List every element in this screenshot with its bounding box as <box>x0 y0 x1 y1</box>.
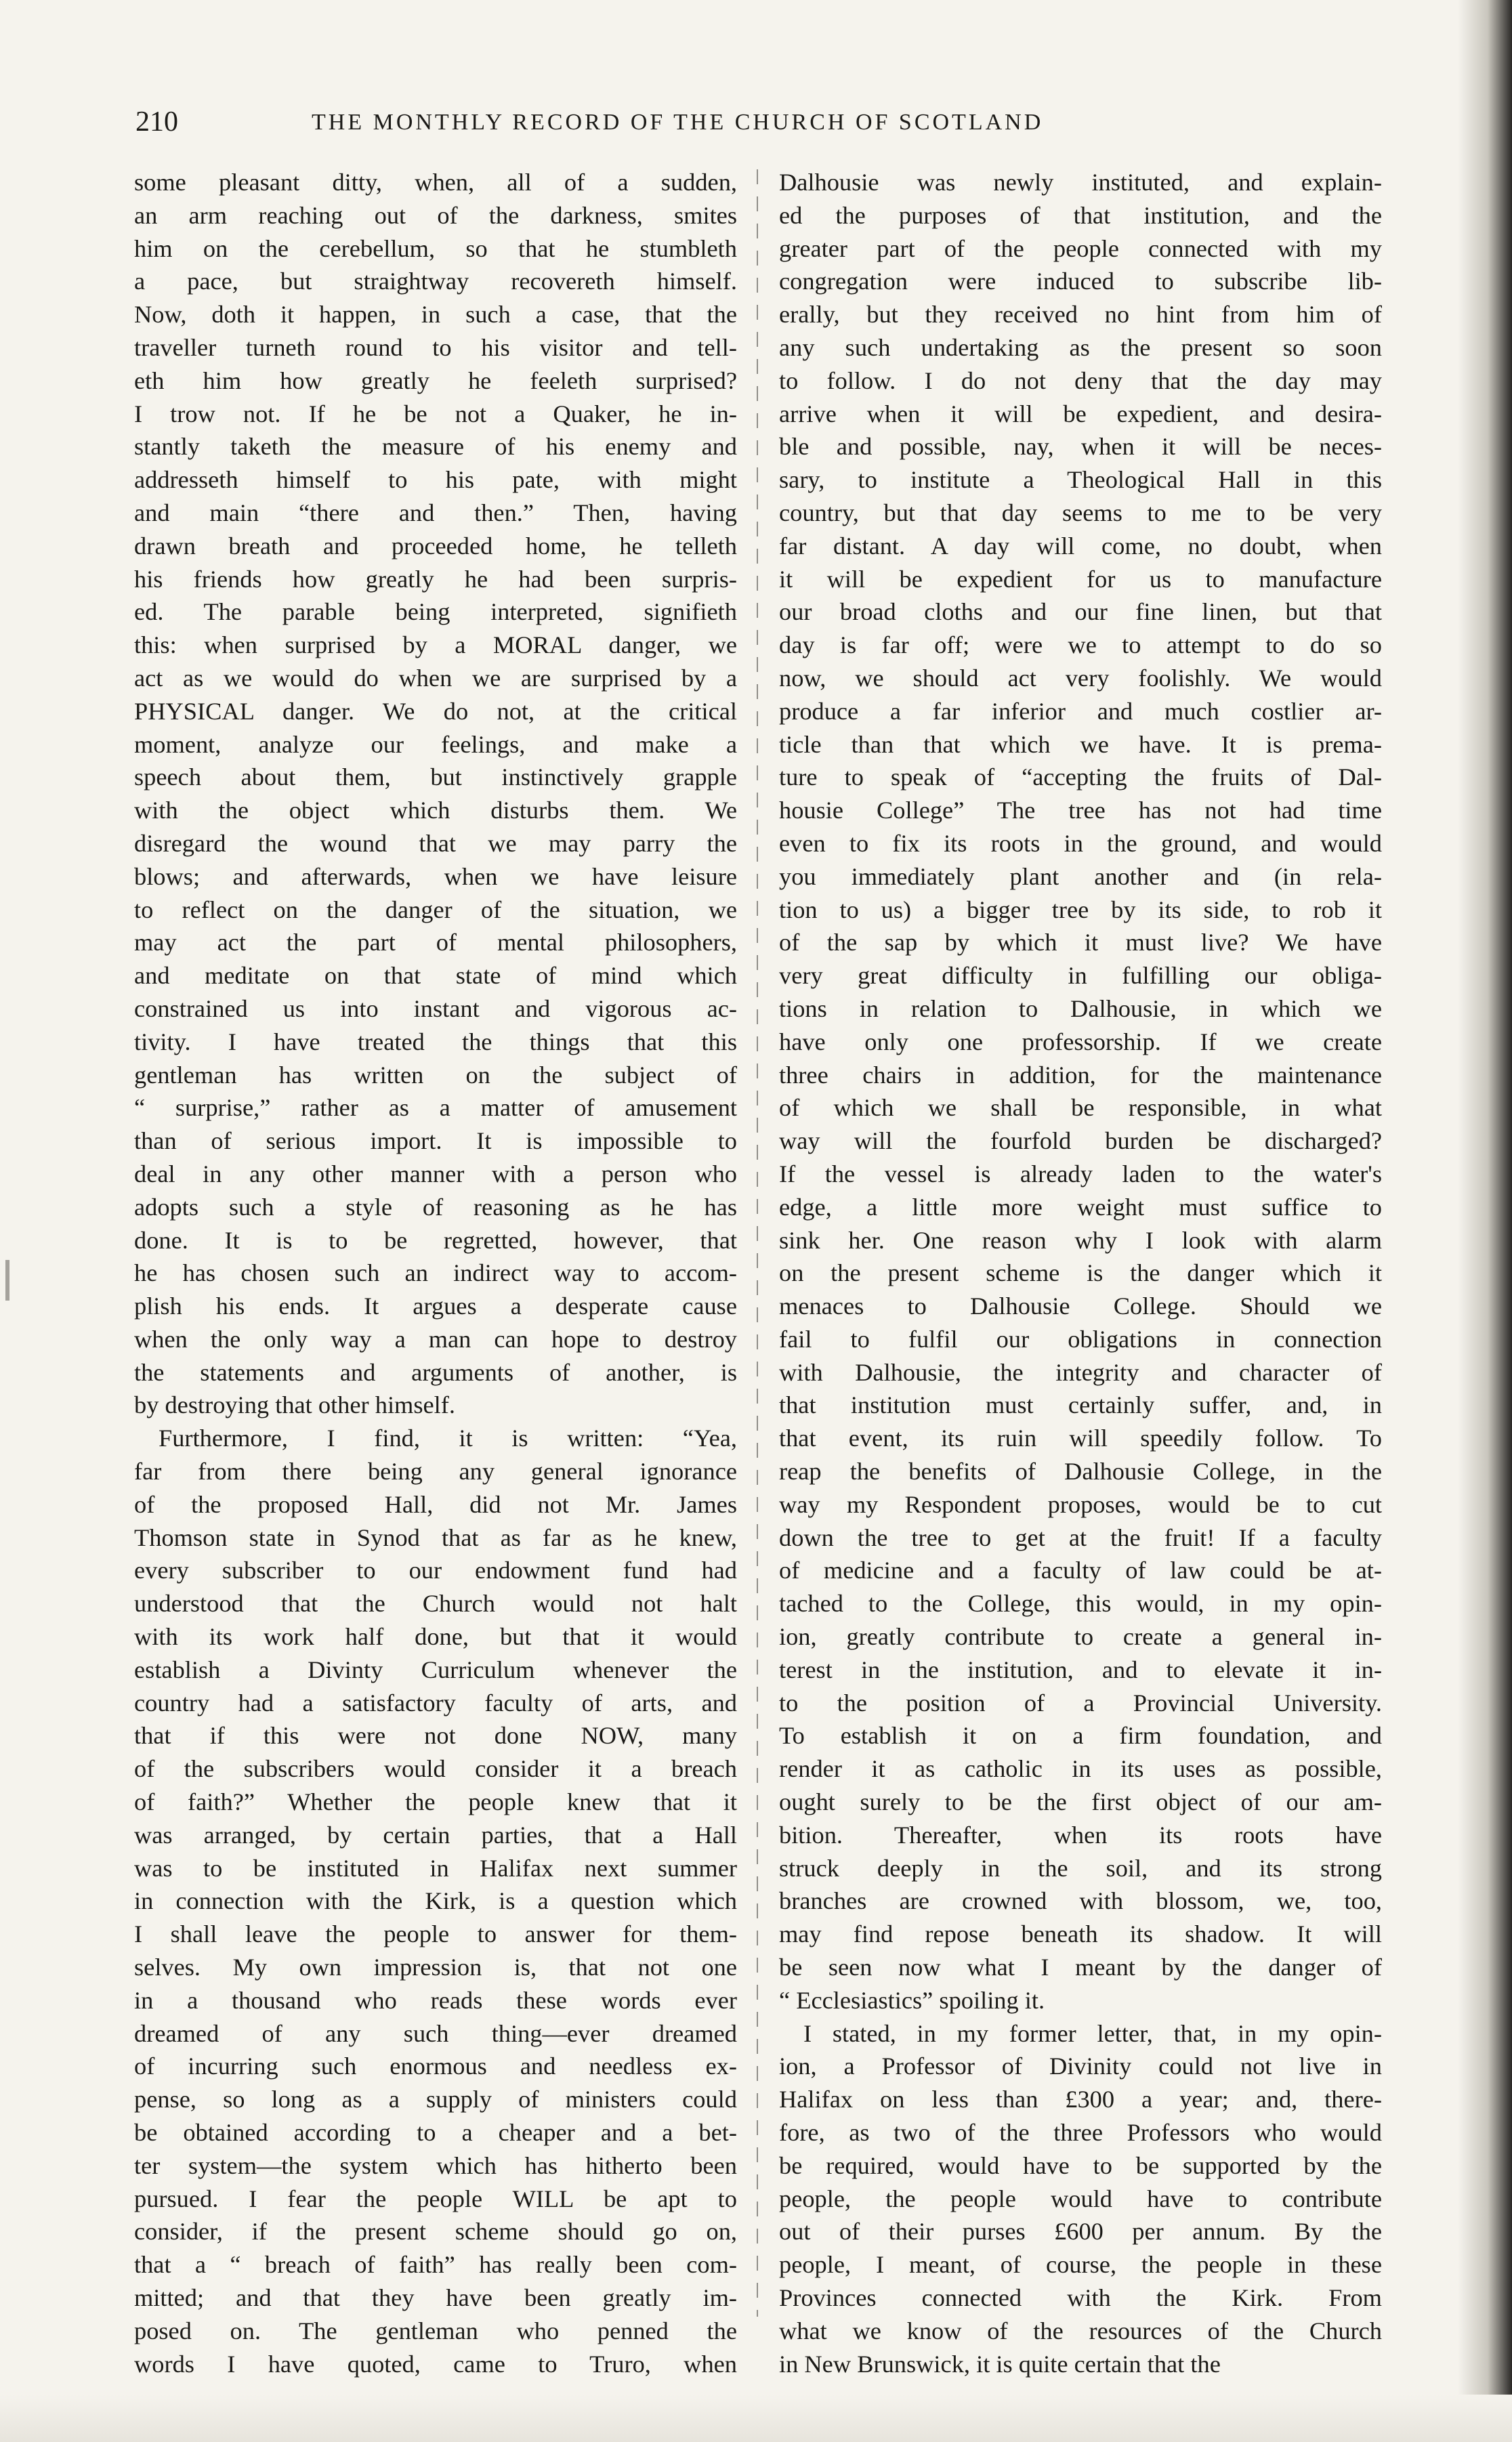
text-line: and main “there and then.” Then, having <box>134 499 737 526</box>
text-line: reap the benefits of Dalhousie College, in the <box>779 1458 1382 1486</box>
text-line: way will the fourfold burden be discharged? <box>779 1127 1382 1155</box>
text-line: and meditate on that state of mind which <box>134 962 737 990</box>
text-line: far distant. A day will come, no doubt, when <box>779 532 1382 560</box>
text-line: he has chosen such an indirect way to accom- <box>134 1259 737 1287</box>
page-bottom-margin <box>0 2395 1512 2442</box>
text-line: ed. The parable being interpreted, signifieth <box>134 598 737 626</box>
text-line: be obtained according to a cheaper and a bet- <box>134 2119 737 2147</box>
text-line: ought surely to be the first object of our am- <box>779 1788 1382 1816</box>
text-line: in a thousand who reads these words ever <box>134 1986 737 2014</box>
right-column <box>779 166 1382 2378</box>
text-line: of which we shall be responsible, in what <box>779 1094 1382 1122</box>
text-line: country, but that day seems to me to be very <box>779 499 1382 526</box>
text-line: of the subscribers would consider it a breach <box>134 1755 737 1783</box>
text-line: ticle than that which we have. It is prema- <box>779 730 1382 758</box>
text-line: done. It is to be regretted, however, that <box>134 1226 737 1254</box>
text-line: three chairs in addition, for the maintenance <box>779 1061 1382 1089</box>
text-line: the statements and arguments of another, is <box>134 1358 737 1386</box>
text-line: this: when surprised by a MORAL danger, we <box>134 631 737 659</box>
text-line: of faith?” Whether the people knew that it <box>134 1788 737 1816</box>
text-line: Halifax on less than £300 a year; and, there- <box>779 2086 1382 2113</box>
text-line: than of serious import. It is impossible to <box>134 1127 737 1155</box>
text-line: what we know of the resources of the Church <box>779 2317 1382 2344</box>
text-line: mitted; and that they have been greatly im- <box>134 2284 737 2311</box>
text-line: sink her. One reason why I look with alarm <box>779 1226 1382 1254</box>
text-line: render it as catholic in its uses as possible, <box>779 1755 1382 1783</box>
column-divider <box>757 169 758 2317</box>
text-line: establish a Divinty Curriculum whenever the <box>134 1656 737 1683</box>
text-line: blows; and afterwards, when we have leisure <box>134 862 737 890</box>
text-line: of the proposed Hall, did not Mr. James <box>134 1490 737 1518</box>
scan-edge-mark <box>5 1260 9 1301</box>
text-line: that a “ breach of faith” has really been com- <box>134 2251 737 2279</box>
text-line: greater part of the people connected with my <box>779 234 1382 262</box>
text-line: gentleman has written on the subject of <box>134 1061 737 1089</box>
text-line: tivity. I have treated the things that this <box>134 1028 737 1055</box>
text-line: Thomson state in Synod that as far as he knew, <box>134 1523 737 1551</box>
text-line: pursued. I fear the people WILL be apt to <box>134 2185 737 2212</box>
text-line: him on the cerebellum, so that he stumbleth <box>134 234 737 262</box>
text-line: people, I meant, of course, the people in these <box>779 2251 1382 2279</box>
text-line: terest in the institution, and to elevate it in- <box>779 1656 1382 1683</box>
text-line: speech about them, but instinctively grapple <box>134 763 737 791</box>
page-number: 210 <box>135 106 178 138</box>
text-line: act as we would do when we are surprised by a <box>134 664 737 692</box>
text-line: constrained us into instant and vigorous ac- <box>134 994 737 1022</box>
text-line: day is far off; were we to attempt to do so <box>779 631 1382 659</box>
text-line: to follow. I do not deny that the day may <box>779 366 1382 394</box>
text-line: edge, a little more weight must suffice to <box>779 1193 1382 1221</box>
text-line: “ surprise,” rather as a matter of amusement <box>134 1094 737 1122</box>
text-line: far from there being any general ignorance <box>134 1458 737 1486</box>
text-line: traveller turneth round to his visitor and tell- <box>134 333 737 361</box>
text-line: even to fix its roots in the ground, and would <box>779 829 1382 857</box>
text-line: a pace, but straightway recovereth himself. <box>134 268 737 295</box>
text-line: to the position of a Provincial University. <box>779 1689 1382 1717</box>
text-line: moment, analyze our feelings, and make a <box>134 730 737 758</box>
text-line: on the present scheme is the danger which it <box>779 1259 1382 1287</box>
text-line: tached to the College, this would, in my opin- <box>779 1590 1382 1618</box>
text-line: posed on. The gentleman who penned the <box>134 2317 737 2344</box>
text-line: If the vessel is already laden to the water's <box>779 1160 1382 1187</box>
text-line: sary, to institute a Theological Hall in this <box>779 466 1382 494</box>
text-line: arrive when it will be expedient, and desira- <box>779 400 1382 427</box>
text-line: now, we should act very foolishly. We would <box>779 664 1382 692</box>
text-line: addresseth himself to his pate, with might <box>134 466 737 494</box>
text-line: eth him how greatly he feeleth surprised? <box>134 366 737 394</box>
text-line: struck deeply in the soil, and its strong <box>779 1854 1382 1882</box>
text-line: ter system—the system which has hitherto been <box>134 2151 737 2179</box>
text-line: selves. My own impression is, that not one <box>134 1954 737 1981</box>
text-line: people, the people would have to contribute <box>779 2185 1382 2212</box>
text-line: his friends how greatly he had been surpris- <box>134 565 737 593</box>
text-line: every subscriber to our endowment fund had <box>134 1557 737 1584</box>
text-line: an arm reaching out of the darkness, smites <box>134 201 737 229</box>
text-line: way my Respondent proposes, would be to cut <box>779 1490 1382 1518</box>
text-line: erally, but they received no hint from him of <box>779 301 1382 329</box>
page-edge-shadow <box>1458 0 1512 2442</box>
text-line: PHYSICAL danger. We do not, at the critical <box>134 697 737 725</box>
text-line: it will be expedient for us to manufacture <box>779 565 1382 593</box>
text-line: be seen now what I meant by the danger of <box>779 1954 1382 1981</box>
text-line: I stated, in my former letter, that, in my opin- <box>803 2019 1382 2047</box>
text-line: country had a satisfactory faculty of arts, and <box>134 1689 737 1717</box>
text-line: that if this were not done NOW, many <box>134 1722 737 1750</box>
text-line: bition. Thereafter, when its roots have <box>779 1821 1382 1849</box>
text-line: by destroying that other himself. <box>134 1391 456 1419</box>
text-line: consider, if the present scheme should go on, <box>134 2218 737 2246</box>
text-line: have only one professorship. If we create <box>779 1028 1382 1055</box>
text-line: fail to fulfil our obligations in connection <box>779 1325 1382 1353</box>
text-line: when the only way a man can hope to destroy <box>134 1325 737 1353</box>
text-line: “ Ecclesiastics” spoiling it. <box>779 1986 1045 2014</box>
text-line: of the sap by which it must live? We have <box>779 929 1382 956</box>
text-line: disregard the wound that we may parry the <box>134 829 737 857</box>
text-line: plish his ends. It argues a desperate cause <box>134 1292 737 1320</box>
text-line: menaces to Dalhousie College. Should we <box>779 1292 1382 1320</box>
text-line: stantly taketh the measure of his enemy and <box>134 433 737 461</box>
text-line: ion, greatly contribute to create a general in- <box>779 1623 1382 1651</box>
text-line: that institution must certainly suffer, and, in <box>779 1391 1382 1419</box>
text-line: very great difficulty in fulfilling our obliga- <box>779 962 1382 990</box>
text-line: produce a far inferior and much costlier ar- <box>779 697 1382 725</box>
text-line: fore, as two of the three Professors who would <box>779 2119 1382 2147</box>
text-line: down the tree to get at the fruit! If a faculty <box>779 1523 1382 1551</box>
text-line: Furthermore, I find, it is written: “Yea, <box>159 1425 737 1452</box>
text-line: of medicine and a faculty of law could be at- <box>779 1557 1382 1584</box>
text-line: out of their purses £600 per annum. By the <box>779 2218 1382 2246</box>
text-line: with Dalhousie, the integrity and character of <box>779 1358 1382 1386</box>
text-line: Now, doth it happen, in such a case, that the <box>134 301 737 329</box>
text-line: was to be instituted in Halifax next summer <box>134 1854 737 1882</box>
text-line: I trow not. If he be not a Quaker, he in- <box>134 400 737 427</box>
text-line: understood that the Church would not halt <box>134 1590 737 1618</box>
text-line: drawn breath and proceeded home, he telleth <box>134 532 737 560</box>
text-line: with its work half done, but that it would <box>134 1623 737 1651</box>
page-header <box>135 102 1409 142</box>
text-line: ture to speak of “accepting the fruits of Dal- <box>779 763 1382 791</box>
text-line: you immediately plant another and (in rela- <box>779 862 1382 890</box>
text-line: ion, a Professor of Divinity could not live in <box>779 2052 1382 2080</box>
text-line: with the object which disturbs them. We <box>134 797 737 824</box>
text-line: to reflect on the danger of the situation, we <box>134 896 737 923</box>
text-line: some pleasant ditty, when, all of a sudden, <box>134 169 737 196</box>
text-line: tions in relation to Dalhousie, in which we <box>779 994 1382 1022</box>
text-line: Dalhousie was newly instituted, and explain- <box>779 169 1382 196</box>
left-column <box>134 166 737 2378</box>
text-line: may act the part of mental philosophers, <box>134 929 737 956</box>
text-line: I shall leave the people to answer for them- <box>134 1920 737 1948</box>
text-line: in New Brunswick, it is quite certain that the <box>779 2350 1221 2378</box>
text-line: deal in any other manner with a person who <box>134 1160 737 1187</box>
text-line: Provinces connected with the Kirk. From <box>779 2284 1382 2311</box>
text-line: any such undertaking as the present so soon <box>779 333 1382 361</box>
text-line: housie College” The tree has not had time <box>779 797 1382 824</box>
running-head: THE MONTHLY RECORD OF THE CHURCH OF SCOTLAND <box>312 110 1044 135</box>
text-line: words I have quoted, came to Truro, when <box>134 2350 737 2378</box>
text-line: be required, would have to be supported by the <box>779 2151 1382 2179</box>
text-line: To establish it on a firm foundation, and <box>779 1722 1382 1750</box>
text-line: ble and possible, nay, when it will be neces- <box>779 433 1382 461</box>
text-line: of incurring such enormous and needless ex- <box>134 2052 737 2080</box>
text-line: dreamed of any such thing—ever dreamed <box>134 2019 737 2047</box>
text-line: that event, its ruin will speedily follow. To <box>779 1425 1382 1452</box>
text-line: adopts such a style of reasoning as he has <box>134 1193 737 1221</box>
text-line: in connection with the Kirk, is a question which <box>134 1887 737 1915</box>
text-line: ed the purposes of that institution, and the <box>779 201 1382 229</box>
text-line: was arranged, by certain parties, that a Hall <box>134 1821 737 1849</box>
text-line: may find repose beneath its shadow. It will <box>779 1920 1382 1948</box>
text-line: branches are crowned with blossom, we, too, <box>779 1887 1382 1915</box>
text-line: pense, so long as a supply of ministers could <box>134 2086 737 2113</box>
text-line: tion to us) a bigger tree by its side, to rob it <box>779 896 1382 923</box>
text-line: congregation were induced to subscribe lib- <box>779 268 1382 295</box>
text-line: our broad cloths and our fine linen, but that <box>779 598 1382 626</box>
